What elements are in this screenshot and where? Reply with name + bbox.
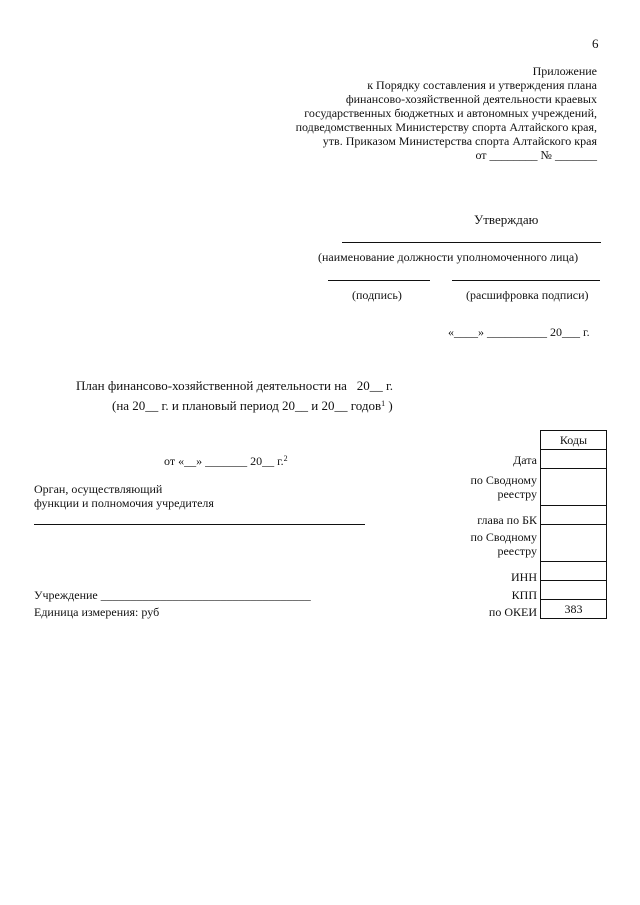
plan-date	[164, 454, 288, 468]
code-label-registry-2-text: по Сводному реестру	[470, 530, 537, 558]
code-value-registry-2	[541, 525, 607, 562]
appendix-header	[237, 64, 597, 162]
signature-line	[328, 280, 430, 281]
code-label-kpp: КПП	[511, 588, 537, 602]
plan-period	[112, 398, 393, 414]
appendix-line: к Порядку составления и утверждения плана	[367, 78, 597, 92]
appendix-line: Приложение	[532, 64, 597, 78]
code-label-date: Дата	[513, 453, 537, 467]
signature-caption: (подпись)	[352, 288, 402, 302]
appendix-line: подведомственных Министерству спорта Алтайского края,	[295, 120, 597, 134]
code-value-budget-chapter	[541, 506, 607, 525]
code-label-registry-2	[447, 530, 537, 558]
order-reference: от ________ № _______	[475, 148, 597, 162]
appendix-line: государственных бюджетных и автономных учреждений,	[304, 106, 597, 120]
position-caption: (наименование должности уполномоченного лица)	[318, 250, 579, 264]
footnote-1-mark: 1	[381, 399, 386, 408]
organ-label	[34, 482, 214, 510]
code-label-okei: по ОКЕИ	[488, 605, 537, 619]
decode-line	[452, 280, 600, 281]
plan-period-end: )	[385, 398, 393, 413]
plan-period-text: (на 20__ г. и плановый период 20__ и 20__ годов	[112, 398, 382, 413]
position-line	[342, 242, 601, 243]
plan-title: План финансово-хозяйственной деятельности на 20__ г.	[76, 378, 394, 393]
code-value-registry-1	[541, 469, 607, 506]
code-label-inn: ИНН	[511, 570, 537, 584]
approval-heading: Утверждаю	[474, 212, 539, 227]
approval-date: «____» __________ 20___ г.	[448, 325, 590, 339]
decode-caption: (расшифровка подписи)	[466, 288, 589, 302]
unit-label: Единица измерения: руб	[34, 605, 160, 619]
appendix-line: утв. Приказом Министерства спорта Алтайского края	[322, 134, 597, 148]
code-value-okei: 383	[541, 600, 607, 619]
organ-line	[34, 524, 365, 525]
code-value-kpp	[541, 581, 607, 600]
code-value-inn	[541, 562, 607, 581]
organ-label-line2: функции и полномочия учредителя	[34, 496, 214, 510]
appendix-line: финансово-хозяйственной деятельности краевых	[345, 92, 597, 106]
code-value-date	[541, 450, 607, 469]
organ-label-line1: Орган, осуществляющий	[34, 482, 163, 496]
footnote-2-mark: 2	[283, 454, 288, 463]
codes-header: Коды	[541, 431, 607, 450]
page-number: 6	[592, 36, 599, 51]
code-label-registry-1	[447, 473, 537, 501]
codes-table	[540, 430, 607, 619]
institution-label: Учреждение ___________________________________	[34, 588, 311, 602]
code-label-registry-1-text: по Сводному реестру	[470, 473, 537, 501]
plan-date-text: от «__» _______ 20__ г.	[164, 454, 284, 468]
code-label-budget-chapter: глава по БК	[477, 513, 537, 527]
